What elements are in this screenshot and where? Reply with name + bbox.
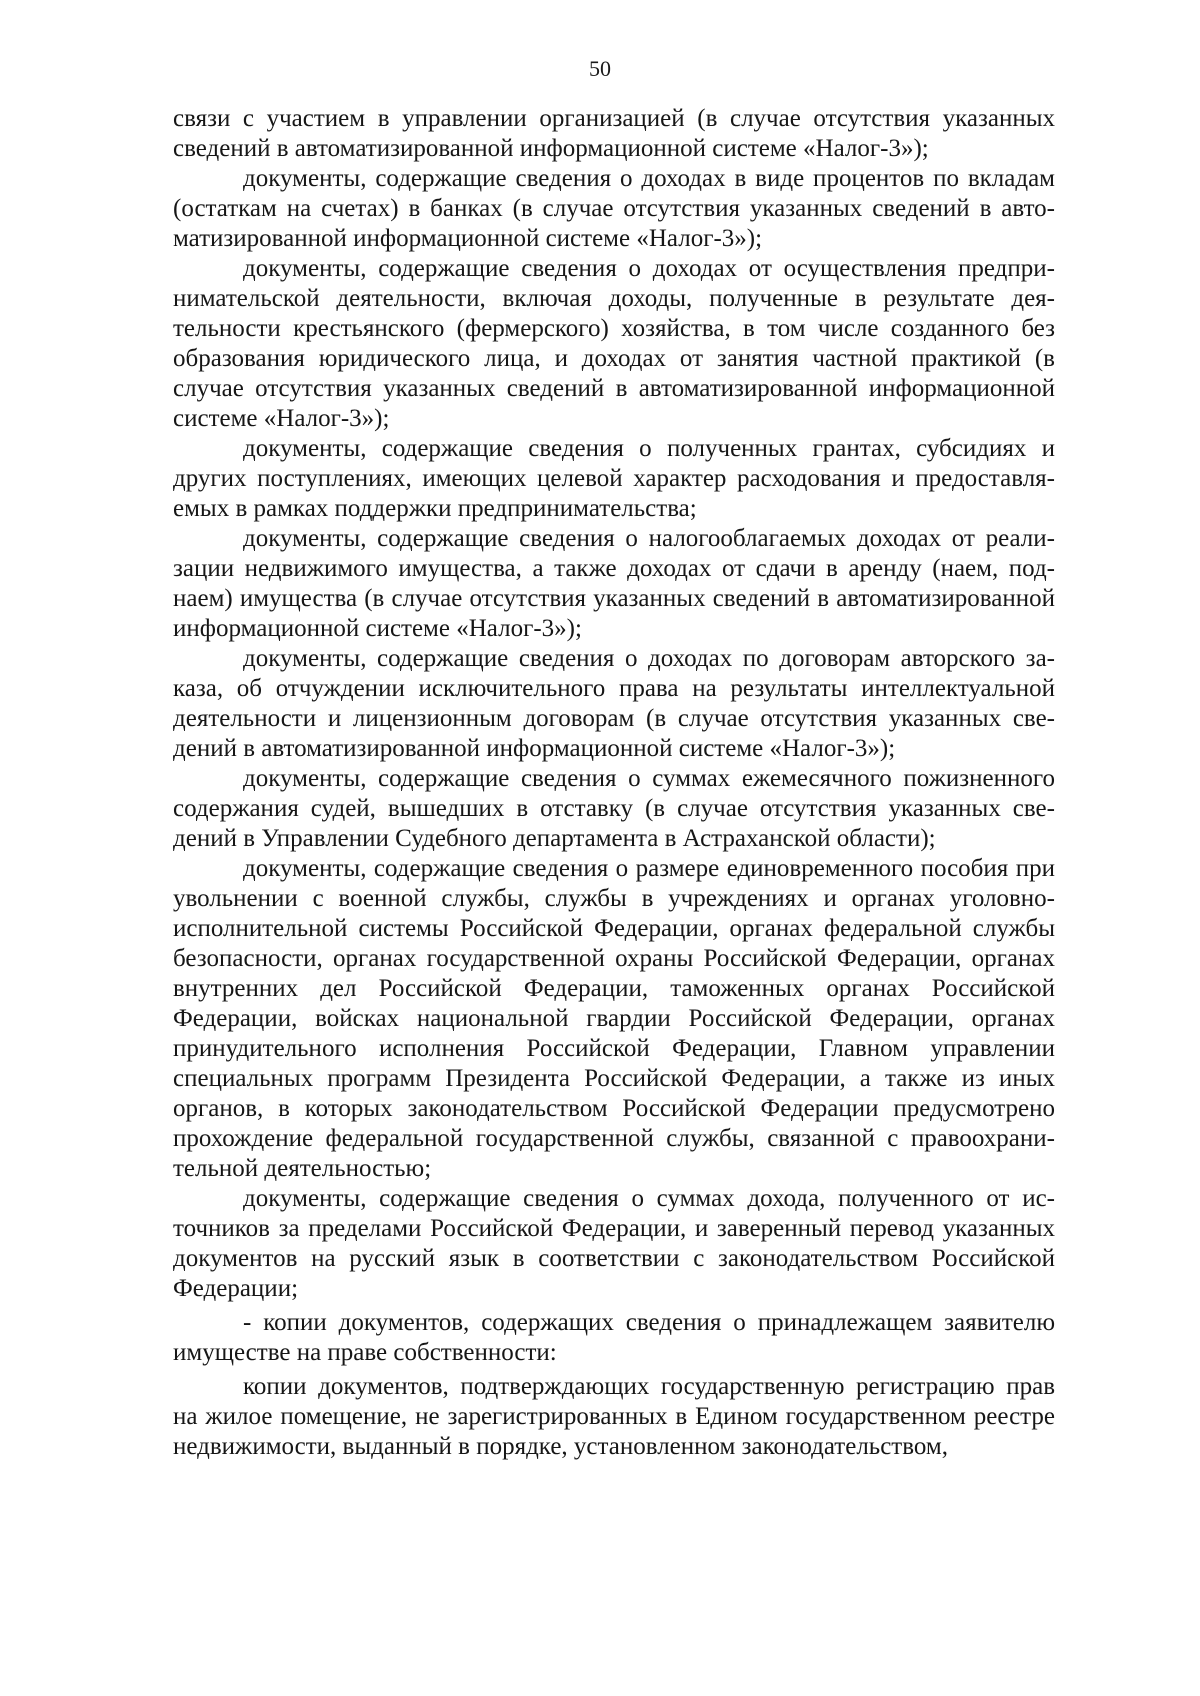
paragraph: документы, содержащие сведения о доходах в виде процентов по вкладам (остаткам на счетах) в банках (в случае отсутствия указанных сведений в автоматизированной информационной системе «Налог-3»); [173, 165, 1055, 252]
paragraph: документы, содержащие сведения о полученных грантах, субсидиях и других поступлениях, имеющих целевой характер расходования и предоставляемых в рамках поддержки предпринимательства; [173, 435, 1055, 522]
paragraph: связи с участием в управлении организацией (в случае отсутствия указанных сведений в автоматизированной информационной системе «Налог-3»); [173, 105, 1055, 162]
paragraph: документы, содержащие сведения о суммах ежемесячного пожизненного содержания судей, вышедших в отставку (в случае отсутствия указанных сведений в Управлении Судебного департамента в Астраханской области); [173, 765, 1055, 852]
page-number: 50 [589, 56, 611, 81]
paragraph: документы, содержащие сведения о доходах по договорам авторского заказа, об отчуждении исключительного права на результаты интеллектуальной деятельности и лицензионным договорам (в случае отсутствия указанных сведений в автоматизированной информационной системе «Налог-3»); [173, 645, 1055, 762]
paragraph: документы, содержащие сведения о налогооблагаемых доходах от реализации недвижимого имущества, а также доходах от сдачи в аренду (наем, поднаем) имущества (в случае отсутствия указанных сведений в автоматизированной информационной системе «Налог-3»); [173, 525, 1055, 642]
paragraph: - копии документов, содержащих сведения о принадлежащем заявителю имуществе на праве собственности: [173, 1309, 1055, 1366]
paragraph: документы, содержащие сведения о размере единовременного пособия при увольнении с военной службы, службы в учреждениях и органах уголовно-исполнительной системы Российской Федерации, органах федеральной службы безопасности, органах государственной охраны Российской Федерации, органах внутренних дел Российской Федерации, таможенных органах Российской Федерации, войсках национальной гвардии Российской Федерации, органах принудительного исполнения Российской Федерации, Главном управлении специальных программ Президента Российской Федерации, а также из иных органов, в которых законодательством Российской Федерации предусмотрено прохождение федеральной государственной службы, связанной с правоохранительной деятельностью; [173, 855, 1055, 1182]
paragraph: документы, содержащие сведения о доходах от осуществления предпринимательской деятельности, включая доходы, полученные в результате деятельности крестьянского (фермерского) хозяйства, в том числе созданного без образования юридического лица, и доходах от занятия частной практикой (в случае отсутствия указанных сведений в автоматизированной информационной системе «Налог-3»); [173, 255, 1055, 432]
document-body [173, 104, 1055, 1462]
paragraph: документы, содержащие сведения о суммах дохода, полученного от источников за пределами Российской Федерации, и заверенный перевод указанных документов на русский язык в соответствии с законодательством Российской Федерации; [173, 1185, 1055, 1302]
paragraph: копии документов, подтверждающих государственную регистрацию прав на жилое помещение, не зарегистрированных в Едином государственном реестре недвижимости, выданный в порядке, установленном законодательством, [173, 1373, 1055, 1460]
